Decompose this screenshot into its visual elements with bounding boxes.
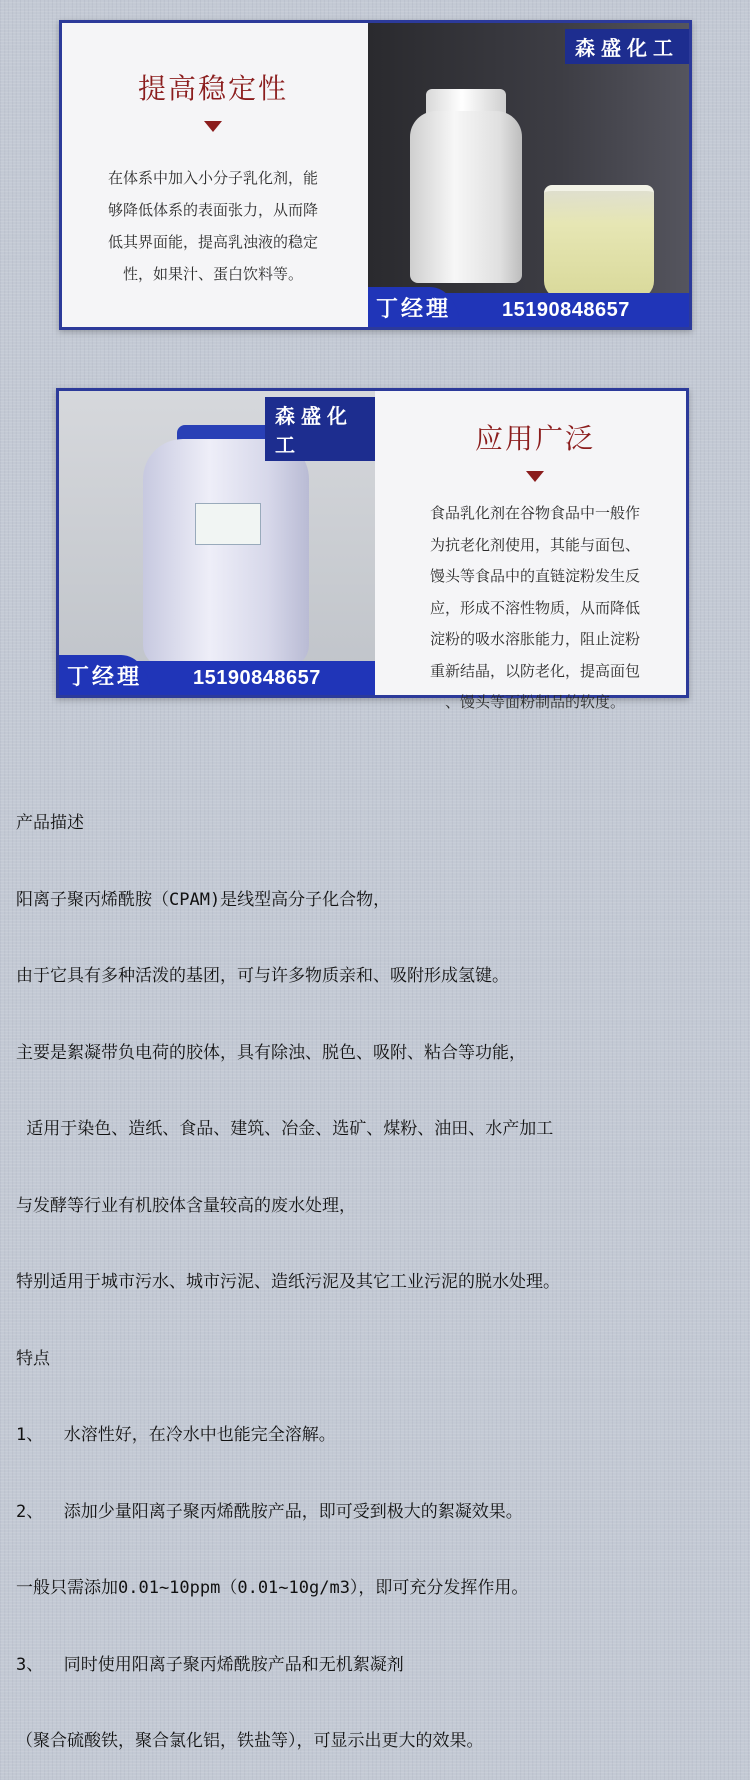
contact-phone: 15190848657 <box>502 299 630 321</box>
desc-line: 淀粉的吸水溶胀能力，阻止淀粉 <box>429 630 640 648</box>
desc-line: 重新结晶，以防老化，提高面包 <box>429 661 640 680</box>
section-title: 产品描述 <box>16 813 84 833</box>
desc-line: 与发酵等行业有机胶体含量较高的废水处理， <box>16 1195 356 1216</box>
desc-line: 主要是絮凝带负电荷的胶体，具有除浊、脱色、吸附、粘合等功能， <box>16 1042 526 1063</box>
desc-line: 由于它具有多种活泼的基团，可与许多物质亲和、吸附形成氢键。 <box>16 966 509 986</box>
triangle-down-icon <box>526 471 544 482</box>
desc-line: （聚合硫酸铁，聚合氯化铝，铁盐等），可显示出更大的效果。 <box>16 1731 484 1751</box>
application-heading: 应用广泛 <box>474 422 595 455</box>
stability-description <box>74 162 352 290</box>
feature-item: 1、 水溶性好，在冷水中也能完全溶解。 <box>16 1425 336 1445</box>
white-drum <box>143 439 309 667</box>
contact-name: 丁经理 <box>67 665 143 690</box>
feature-item: 3、 同时使用阳离子聚丙烯酰胺产品和无机絮凝剂 <box>16 1654 404 1675</box>
desc-line: 应，形成不溶性物质，从而降低 <box>429 598 640 617</box>
contact-bar <box>368 287 689 327</box>
stability-text-block <box>74 67 352 290</box>
desc-line: 、馒头等面粉制品的软度。 <box>444 693 625 711</box>
contact-phone: 15190848657 <box>193 667 321 689</box>
desc-line: 阳离子聚丙烯酰胺（CPAM)是线型高分子化合物， <box>16 889 391 910</box>
desc-line: 特别适用于城市污水、城市污泥、造纸污泥及其它工业污泥的脱水处理。 <box>16 1272 560 1292</box>
desc-line: 食品乳化剂在谷物食品中一般作 <box>429 504 640 522</box>
application-description <box>399 498 671 719</box>
desc-line: 在体系中加入小分子乳化剂，能 <box>107 169 318 187</box>
application-panel <box>56 388 689 711</box>
product-photo-drum <box>59 391 375 695</box>
product-description <box>16 760 736 1780</box>
brand-badge: 森盛化工 <box>565 29 689 64</box>
desc-line: 适用于染色、造纸、食品、建筑、冶金、选矿、煤粉、油田、水产加工 <box>16 1119 554 1139</box>
desc-line: 够降低体系的表面张力，从而降 <box>107 201 318 219</box>
brand-badge: 森盛化工 <box>265 397 375 461</box>
desc-line: 性，如果汁、蛋白饮料等。 <box>122 265 303 283</box>
product-photo-bottle <box>368 23 689 327</box>
triangle-down-icon <box>204 121 222 132</box>
desc-line: 低其界面能，提高乳浊液的稳定 <box>107 233 318 251</box>
white-bottle <box>410 111 522 283</box>
sample-cup <box>544 185 654 299</box>
contact-name: 丁经理 <box>376 297 452 322</box>
section-title: 特点 <box>16 1348 50 1369</box>
drum-label <box>195 503 261 545</box>
desc-line: 为抗老化剂使用，其能与面包、 <box>429 535 640 554</box>
contact-bar <box>59 655 375 695</box>
stability-panel <box>59 20 692 330</box>
desc-line: 一般只需添加0.01~10ppm（0.01~10g/m3），即可充分发挥作用。 <box>16 1578 529 1598</box>
feature-item: 2、 添加少量阳离子聚丙烯酰胺产品，即可受到极大的絮凝效果。 <box>16 1501 523 1522</box>
application-text-block <box>399 417 671 719</box>
desc-line: 馒头等食品中的直链淀粉发生反 <box>429 567 640 585</box>
stability-heading: 提高稳定性 <box>137 72 288 105</box>
